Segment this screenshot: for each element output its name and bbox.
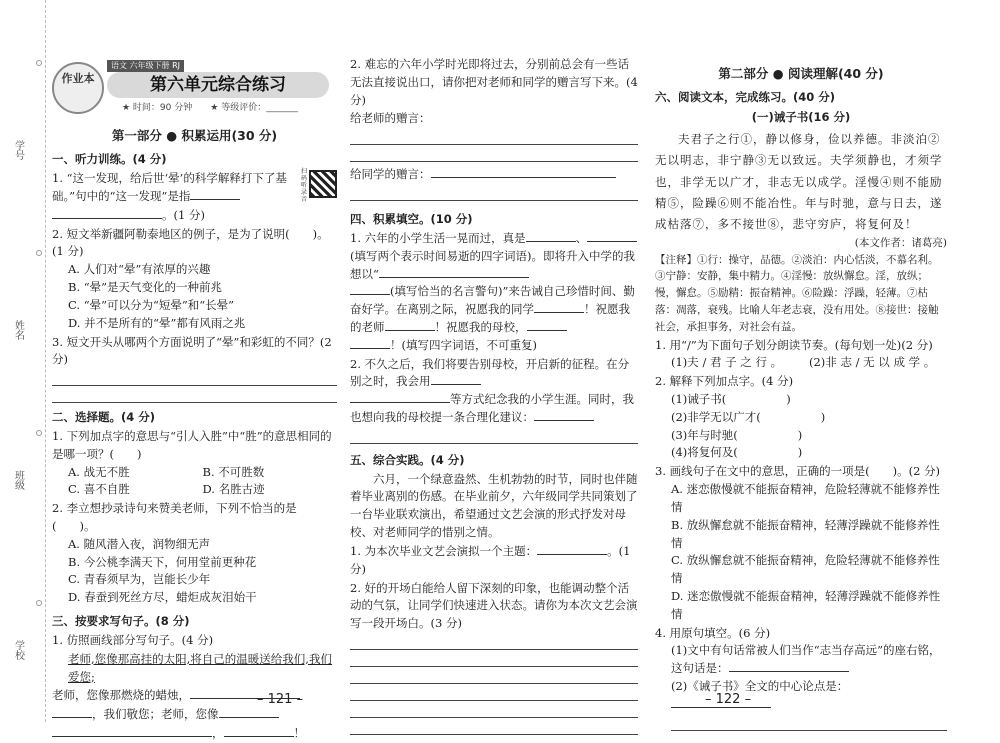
listening-q1-end: 。(1 分) (52, 207, 337, 225)
page-121-column (52, 0, 337, 740)
part2-heading: 第二部分 ● 阅读理解(40 分) (718, 66, 884, 81)
page-title: 第六单元综合练习 (107, 72, 329, 98)
option[interactable]: A. 人们对“晕”有浓厚的兴趣 (68, 262, 211, 277)
answer-blank[interactable] (52, 208, 162, 219)
section-listening: 一、听力训练。(4 分) (52, 152, 167, 167)
workbook-logo: 作业本 (52, 62, 104, 114)
option[interactable]: D. 名胜古迹 (202, 482, 265, 497)
choice-q2: 2. 李立想抄录诗句来赞美老师，下列不恰当的是( )。 (52, 501, 297, 533)
classmate-message: 给同学的赠言： (350, 166, 638, 184)
section-reading: 六、阅读文本，完成练习。(40 分) (655, 90, 836, 105)
option[interactable]: A. 随风潜入夜，润物细无声 (68, 536, 211, 551)
section-fill: 四、积累填空。(10 分) (350, 212, 473, 227)
model-sentence: 老师,您像那高挂的太阳,将自己的温暖送给我们,我们爱您; (68, 651, 332, 684)
farewell-q2: 2. 难忘的六年小学时光即将过去，分别前总会有一些话无法直接说出口，请你把对老师和同学的赠言写下来。(4 分) (350, 57, 638, 107)
section-practice: 五、综合实践。(4 分) (350, 452, 465, 467)
option[interactable]: C. 放纵懈怠就不能振奋精神，危险轻薄就不能修养性情 (671, 553, 940, 586)
fill-item: (1)文中有句话常被人们当作“志当存高远”的座右铭，这句话是： (671, 643, 941, 676)
fill-q1: 1. 六年的小学生活一晃而过，真是 、(填写两个表示时间易逝的四字词语)。即将升入中学的我想以“ (填写恰当的名言警句)”来告诫自己珍惜时间、勤奋好学。在离别之际，祝愿我的同学 ！祝愿我的老师 ！祝愿我的母校， ！(填写四字词语，不可重复) (350, 230, 638, 355)
answer-line[interactable] (52, 386, 337, 403)
fill-q2: 2. 不久之后，我们将要告别母校，开启新的征程。在分别之时，我会用 等方式纪念我的小学生涯。同时，我也想向我的母校提一条合理化建议： (350, 356, 634, 424)
option-row (52, 481, 337, 499)
option[interactable]: A. 迷恋傲慢就不能振奋精神，危险轻薄就不能修养性情 (671, 482, 940, 514)
option[interactable]: B. 不可胜数 (202, 464, 265, 479)
qr-label: 扫码听录音 (301, 168, 308, 203)
choice-q1: 1. 下列加点字的意思与“引人入胜”中“胜”的意思相同的是哪一项？( ) (52, 428, 332, 461)
explain-item: (1)诫子书( ) (671, 392, 791, 407)
classical-passage: 夫君子之行①，静以修身，俭以养德。非淡泊②无以明志，非宁静③无以致远。夫学须静也，才须学也，非学无以广才，非志无以成学。淫慢④则不能励精⑤，险躁⑥则不能冶性。年与时驰，意与日去，遂成枯落⑦，多不接世⑧，悲守穷庐，将复何及！ (655, 132, 943, 232)
option[interactable]: D. 春蚕到死丝方尽，蜡炬成灰泪始干 (68, 590, 257, 605)
spine-label-name: 姓名 (12, 320, 24, 340)
practice-q1: 1. 为本次毕业文艺会演拟一个主题： 。(1 分) (350, 543, 631, 576)
page-number: – 121 – (257, 691, 304, 707)
sentence-q1: 1. 仿照画线部分写句子。(4 分) (52, 632, 214, 647)
option[interactable]: A. 战无不胜 (68, 464, 130, 479)
reading-q4: 4. 用原句填空。(6 分) (655, 625, 771, 640)
reading-q3: 3. 画线句子在文中的意思，正确的一项是( )。(2 分) (655, 464, 941, 479)
option-row (52, 464, 337, 482)
reading-q1: 1. 用“/”为下面句子划分朗读节奏。(每句划一处)(2 分) (655, 337, 933, 352)
reading-q2: 2. 解释下列加点字。(4 分) (655, 374, 794, 389)
sentence-line: 老师，您像那燃烧的蜡烛， (52, 687, 337, 705)
rhythm-item[interactable]: (2)非 志 / 无 以 成 学 。 (809, 355, 936, 370)
option[interactable]: C. “晕”可以分为“短晕”和“长晕” (68, 297, 234, 312)
teacher-message: 给老师的赠言： (350, 111, 431, 126)
option[interactable]: C. 喜不自胜 (68, 482, 130, 497)
answer-blank[interactable] (190, 189, 240, 200)
sentence-line: ， ！ (52, 725, 337, 743)
explain-item: (4)将复何及( ) (671, 445, 803, 460)
page-121-column-2 (350, 0, 638, 722)
practice-q2: 2. 好的开场白能给人留下深刻的印象，也能调动整个活动的气氛，让同学们快速进入状态。请你为本次文艺会演写一段开场白。(3 分) (350, 580, 638, 631)
option[interactable]: B. 今公桃李满天下，何用堂前更种花 (68, 554, 257, 569)
rhythm-item[interactable]: (1)夫 / 君 子 之 行 。 (671, 355, 783, 370)
sentence-line: ，我们敬您；老师，您像 (52, 706, 337, 724)
option[interactable]: D. 迷恋傲慢就不能振奋精神，轻薄浮躁就不能修养性情 (671, 588, 941, 621)
page-122-column (655, 0, 947, 722)
explain-item: (3)年与时驰( ) (671, 427, 803, 442)
listening-q2: 2. 短文举新疆阿勒泰地区的例子，是为了说明( )。(1 分) (52, 226, 329, 259)
option[interactable]: B. 放纵懈怠就不能振奋精神，轻薄浮躁就不能修养性情 (671, 517, 940, 550)
fill-item: (2)《诫子书》全文的中心论点是： (655, 678, 947, 714)
spine-label-student-no: 学号 (12, 140, 24, 160)
listening-q3: 3. 短文开头从哪两个方面说明了“晕”和彩虹的不同？(2 分) (52, 334, 332, 367)
qr-code-icon[interactable] (309, 170, 337, 198)
binding-spine (0, 0, 46, 722)
page-number: – 122 – (705, 691, 752, 707)
part1-heading: 第一部分 ● 积累运用(30 分) (111, 128, 278, 143)
spine-label-class: 班级 (12, 470, 24, 490)
passage-author: (本文作者：诸葛亮) (854, 237, 947, 250)
explain-item: (2)非学无以广才( ) (671, 409, 826, 424)
option[interactable]: B. “晕”是天气变化的一种前兆 (68, 280, 223, 295)
listening-q1: 1. “这一发现，给后世‘晕’的科学解释打下了基础。”句中的“这一发现”是指 (52, 171, 287, 203)
grade-tag: 语文 六年级下册 RJ (107, 60, 184, 72)
answer-line[interactable] (52, 369, 337, 386)
practice-passage: 六月，一个绿意盎然、生机勃勃的时节，同时也伴随着毕业离别的伤感。在毕业前夕，六年级同学共同策划了一台毕业联欢演出，希望通过文艺会演的形式抒发对母校、对老师同学的惜别之情。 (350, 471, 638, 540)
unit-banner (52, 60, 337, 118)
passage-title: (一)诫子书(16 分) (751, 110, 851, 125)
section-sentences: 三、按要求写句子。(8 分) (52, 614, 190, 629)
spine-label-school: 学校 (12, 640, 24, 660)
time-and-grade: ★ 时间：90 分钟 ★ 等级评价：_______ (122, 103, 298, 113)
option[interactable]: D. 并不是所有的“晕”都有风雨之兆 (68, 315, 246, 330)
section-choice: 二、选择题。(4 分) (52, 410, 156, 425)
option[interactable]: C. 青春须早为，岂能长少年 (68, 572, 211, 587)
annotations: 【注释】①行：操守，品德。②淡泊：内心恬淡，不慕名利。③宁静：安静，集中精力。④淫慢：放纵懈怠。淫，放纵；慢，懈怠。⑤励精：振奋精神。⑥险躁：浮躁，轻薄。⑦枯落：凋落，衰残。比喻人年老志衰，没有用处。⑧接世：接触社会，承担事务，对社会有益。 (655, 253, 939, 333)
